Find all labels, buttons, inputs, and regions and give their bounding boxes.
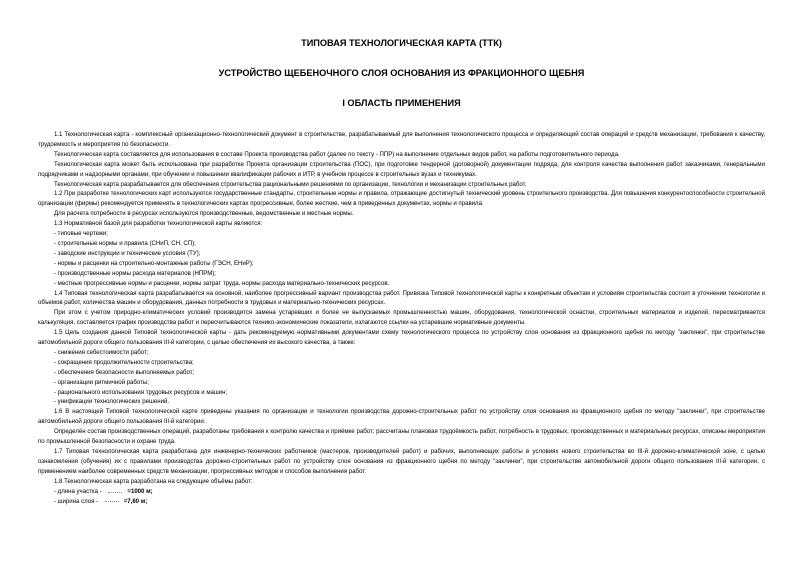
list-item: - сокращения продолжительности строительства; [54,358,194,366]
paragraph: 1.6 В настоящей Типовой технологической карте приведены указания по организации и технологии производства дорожно-строительных работ по устройству слоя основания из фракционного щебня по методу "заклинки", при строительстве автомобильной дороги общего пользования III-й категории. [38,408,765,426]
formula-image [103,488,127,495]
volume-width [38,497,765,507]
paragraph: Технологическая карта может быть использована при разработке Проекта организации строительства (ПОС), при подготовке тендерной (договорной) документации подряда, для контроля качества выполнения работ заказчиками, генеральными подрядчиками и надзорными органами, при обучении и повышении квалификации рабочих и ИТР, в учебном процессе в строительных вузах и техникумах. [38,160,765,178]
paragraph: 1.8 Технологическая карта разработана на следующие объёмы работ: [54,477,253,485]
list-item: - организации ритмичной работы; [54,378,149,386]
paragraph: 1.1 Технологическая карта - комплексный организационно-технологический документ в строительстве, разрабатываемый для выполнения технологического процесса и определяющий состав операций и средств механизации, требования к качеству, трудоемкость и мероприятия по безопасности. [38,131,765,148]
paragraph: Для расчета потребности в ресурсах используются производственные, ведомственные и местные нормы. [54,210,354,218]
paragraph: Технологическая карта составляется для использования в составе Проекта производства работ (далее по тексту - ППР) на выполнение отдельных видов работ, на работы подготовительного периода. [54,150,620,158]
document-subtitle: УСТРОЙСТВО ЩЕБЕНОЧНОГО СЛОЯ ОСНОВАНИЯ ИЗ ФРАКЦИОННОГО ЩЕБНЯ [218,68,585,78]
list-item: - заводские инструкции и технические условия (ТУ); [54,249,201,257]
list-item: - обеспечения безопасности выполняемых работ; [54,368,195,376]
volume-length-value: =1000 м; [127,487,153,495]
paragraph: 1.4 Типовая технологическая карта разрабатывается на основной, наиболее прогрессивный вариант производства работ. Привязка Типовой технологической карты к конкретным объектам и условиям строительства состоит в уточнении технологии и объемов работ, количества машин и оборудования, данных потребности в трудовых и материально-технических ресурсах. [38,289,765,307]
formula-image [100,497,124,504]
paragraph: 1.7 Типовая технологическая карта разработана для инженерно-технических работников (мастеров, производителей работ) и рабочих, выполняющих работы в условиях нового строительства во III-й дорожно-климатической зоне, с целью ознакомления (обучения) их с правилами производства дорожно-строительных работ по устройству слоя основания из фракционного щебня по методу "заклинки", при строительстве автомобильной дороги общего пользования III-й категории, с применением наиболее современных средств механизации, прогрессивных методов и способов выполнения работ. [38,448,765,475]
list-item: - унификации технологических решений. [54,398,170,406]
paragraph: 1.3 Нормативной базой для разработки технологической карты являются: [54,220,263,228]
paragraph: При этом с учетом природно-климатических условий производится замена устаревших и более не выпускаемых промышленностью машин, оборудования, технологической оснастки, строительных материалов и изделий, пересматривается калькуляция, составляется график производства работ и пересчитываются технико-экономические показатели, излагаются ссылки на устаревшие нормативные документы. [38,309,765,327]
section-heading: I ОБЛАСТЬ ПРИМЕНЕНИЯ [342,98,461,108]
volume-length-label: - длина участка - [54,487,102,495]
list-item: - рационального использования трудовых ресурсов и машин; [54,388,228,396]
list-item: - нормы и расценки на строительно-монтажные работы (ГЭСН, ЕНиР); [54,259,254,267]
volume-width-value: =7,60 м; [123,497,148,505]
paragraph: Технологическая карта разрабатывается для обеспечения строительства рациональными решениями по организации, технологии и механизации строительных работ. [54,180,527,188]
list-item: - местные прогрессивные нормы и расценки, нормы затрат труда, нормы расхода материально-технических ресурсов. [54,279,390,287]
list-item: - строительные нормы и правила (СНиП, СН, СП); [54,239,196,247]
volume-length [38,487,765,497]
paragraph: 1.5 Цель создания данной Типовой технологической карты - дать рекомендуемую нормативными документами схему технологического процесса по устройству слоя основания из фракционного щебня по методу "заклинки", при строительстве автомобильной дороги общего пользования III-й категории, с целью обеспечения их высокого качества, а также: [38,329,765,347]
volume-width-label: - ширина слоя - [54,497,99,505]
document-body [38,130,765,506]
paragraph: Определён состав производственных операций, разработаны требования к контролю качества и приёмке работ; рассчитаны плановая трудоёмкость работ, потребность в трудовых, производственных и материальных ресурсах, описаны мероприятия по промышленной безопасности и охране труда. [38,428,765,446]
list-item: - производственные нормы расхода материалов (НПРМ); [54,269,216,277]
list-item: - снижения себестоимости работ; [54,348,149,356]
document-title: ТИПОВАЯ ТЕХНОЛОГИЧЕСКАЯ КАРТА (ТТК) [301,38,502,48]
paragraph: 1.2 При разработке технологических карт используются государственные стандарты, строительные нормы и правила, отражающие достигнутый технический уровень строительного производства. Для повышения конкурентоспособности строительной организации (фирмы) рекомендуется применять в технологических картах прогрессивные, более жесткие, чем в приведенных документах, нормы и правила. [38,190,765,208]
list-item: - типовые чертежи; [54,230,108,238]
